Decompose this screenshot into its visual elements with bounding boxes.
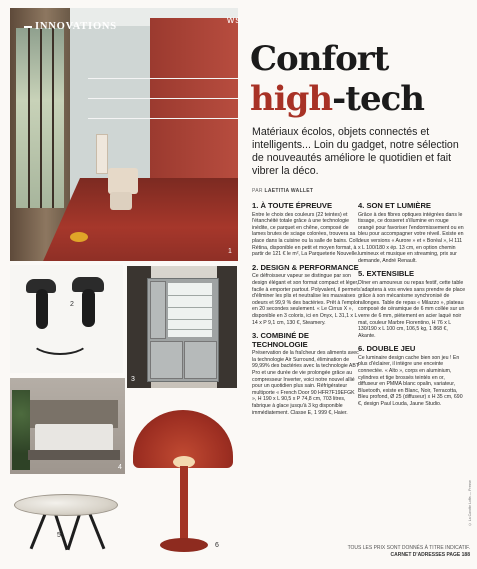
byline <box>252 188 313 194</box>
photo-refrigerator <box>127 266 237 388</box>
rubric-label: INNOVATIONS <box>24 21 117 32</box>
photo-number-6: 6 <box>215 542 219 549</box>
text-column-right <box>358 202 466 414</box>
photo-extendable-table <box>10 478 125 560</box>
section-body: Entre le choix des couleurs (22 teintes) et l'étanchéité totale grâce à une technologie inédite, ce parquet en chêne, composé de lames brutes de sciage colorées, trouvera sa place dans la cuisine ou la salle de bains. Coll. Rétina, disponible en petit et moyen format, à partir de 121 € le m², La Parqueterie Nouvelle. <box>252 211 360 258</box>
section-2 <box>252 264 360 326</box>
photo-number-2: 2 <box>70 301 74 308</box>
photo-speaker-lamp <box>127 400 240 560</box>
section-1 <box>252 202 360 258</box>
section-3 <box>252 332 360 416</box>
title-accent: high <box>250 79 333 119</box>
section-body: Dîner en amoureux ou repas festif, cette table s'adaptera à vos envies sans prendre de place grâce à son mécanisme synchronisé de rallonges. Table de repas « Milazzo », plateau composé de céramique de 6 mm collée sur un verre de 6 mm, piètement en acier laqué noir mat, couleur Marbre Fiorentino, H 76 x L 130/190 x L 100 cm, 106,5 kg, 1 868 €, Akante. <box>358 279 466 339</box>
section-heading: 4. SON ET LUMIÈRE <box>358 201 431 210</box>
title-suffix: -tech <box>332 79 425 119</box>
text-column-left <box>252 202 360 422</box>
photo-number-4: 4 <box>118 464 122 471</box>
byline-prefix: PAR <box>252 188 263 194</box>
section-body: Préservation de la fraîcheur des aliments avec la technologie Air Surround, élimination de 99,99% des bactéries avec la technologie ABT Pro et une durée de vie prolongée grâce au compresseur Inverter, voici notre nouvel allié pour un quotidien plus sain. Réfrigérateur multiporte « French Door 90 HFR7F19EFGK », H 190 x L 90,5 x P 74,8 cm, 703 litres, fabrique à glace jusqu'à 3 kg disponible immédiatement. Classe E, 1 999 €, Haier. <box>252 350 359 416</box>
address-reference <box>300 552 470 559</box>
section-body: Ce luminaire design cache bien son jeu ! En plus d'éclairer, il intègre une enceinte connectée. « Alto », corps en aluminium, cylindres et tige brossés teintés en or, diffuseur en PMMA blanc opalin, variateur, Bluetooth, existe en Blanc, Noir, Terracotta, Bleu profond, Ø 25 (diffuseur) x H 35 cm, 690 €, design Paul Louda, Jaune Studio. <box>358 354 463 408</box>
photo-number-1: 1 <box>228 248 232 255</box>
page-footer <box>300 545 470 559</box>
section-heading: 1. À TOUTE ÉPREUVE <box>252 201 333 210</box>
title-line-2 <box>250 79 425 119</box>
section-heading: 2. DESIGN & PERFORMANCE <box>252 262 359 272</box>
photo-interior-parquet <box>10 8 238 261</box>
title-line-1: Confort <box>250 39 389 79</box>
photo-garment-steamers <box>10 265 123 373</box>
section-6 <box>358 345 466 407</box>
photo-credit: © La Carotte Lofts — Presse <box>468 480 472 527</box>
section-heading: 3. COMBINÉ DE TECHNOLOGIE <box>252 331 309 349</box>
byline-author: LAETITIA WALLET <box>264 188 314 194</box>
section-heading: 6. DOUBLE JEU <box>358 344 416 354</box>
photo-bed-headboard <box>10 378 125 474</box>
address-reference-text: CARNET D'ADRESSES PAGE 188 <box>390 552 470 558</box>
price-disclaimer: TOUS LES PRIX SONT DONNÉS À TITRE INDICATIF. <box>347 545 470 551</box>
section-5 <box>358 270 466 339</box>
section-4 <box>358 202 466 264</box>
section-heading: 5. EXTENSIBLE <box>358 269 415 279</box>
section-body: Grâce à des fibres optiques intégrées dans le tissage, ce dosseret s'illumine en rouge orangé pour favoriser l'endormissement ou en bleu pour accompagner votre réveil. Existe en deux versions « Aurore » et « Boréal », H 111 x L 100/180 x ép. 13 cm, en option chemin lumineux et musique en streaming, prix sur demande, André Renault. <box>358 211 464 264</box>
section-body: Ce défroisseur vapeur se distingue par son design élégant et son format compact et léger, facile à emporter partout. Polyvalent, il permet d'éliminer les plis et neutralise les mauvaises odeurs et 99,9 % des bactéries. Prêt à l'emploi en 20 secondes seulement. « Le Cirrus X », disponible en 3 coloris, ici en Onyx, L 31,1 x L 14 x P 9,1 cm, 130 €, Steamery. <box>252 273 360 326</box>
ghost-tag: ws <box>227 15 242 26</box>
photo-number-5: 5 <box>57 532 61 539</box>
intro-paragraph: Matériaux écolos, objets connectés et intelligents... Loin du gadget, notre sélection de nouveautés améliore le quotidien et fait vibrer la déco. <box>252 126 459 177</box>
photo-number-3: 3 <box>131 376 135 383</box>
